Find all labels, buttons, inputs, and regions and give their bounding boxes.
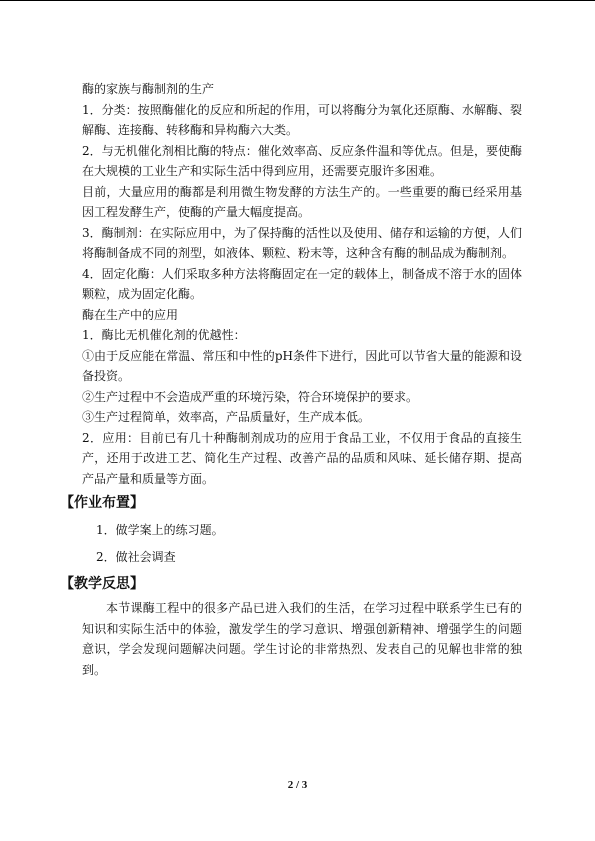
paragraph-fermentation: 目前，大量应用的酶都是利用微生物发酵的方法生产的。一些重要的酶已经采用基因工程发酵生产，使酶的产量大幅度提高。 bbox=[82, 184, 522, 219]
paragraph-enzyme-preparation: 3．酶制剂：在实际应用中，为了保持酶的活性以及使用、储存和运输的方便，人们将酶制备成不同的剂型，如液体、颗粒、粉末等，这种含有酶的制品成为酶制剂。 bbox=[82, 225, 522, 260]
paragraph-point-2: ②生产过程中不会造成严重的环境污染，符合环境保护的要求。 bbox=[82, 389, 419, 404]
paragraph-point-1: ①由于反应能在常温、常压和中性的pH条件下进行，因此可以节省大量的能源和设备投资。 bbox=[82, 348, 522, 383]
homework-heading: 【作业布置】 bbox=[60, 495, 144, 511]
paragraph-superiority: 1．酶比无机催化剂的优越性： bbox=[82, 328, 246, 342]
homework-item-1: 1．做学案上的练习题。 bbox=[96, 523, 224, 537]
paragraph-application: 2．应用：目前已有几十种酶制剂成功的应用于食品工业，不仅用于食品的直接生产，还用于改进工艺、简化生产过程、改善产品的品质和风味、延长储存期、提高产品产量和质量等方面。 bbox=[82, 430, 522, 486]
paragraph-immobilized-enzyme: 4．固定化酶：人们采取多种方法将酶固定在一定的载体上，制备成不溶于水的固体颗粒，成为固定化酶。 bbox=[82, 266, 522, 301]
paragraph-point-3: ③生产过程简单，效率高，产品质量好，生产成本低。 bbox=[82, 410, 371, 424]
reflection-heading: 【教学反思】 bbox=[60, 576, 144, 592]
top-border-line bbox=[0, 0, 595, 1]
homework-item-2: 2．做社会调查 bbox=[96, 549, 176, 564]
section-title-enzyme-application: 酶在生产中的应用 bbox=[82, 307, 179, 322]
reflection-text: 本节课酶工程中的很多产品已进入我们的生活，在学习过程中联系学生已有的知识和实际生活中的体验，激发学生的学习意识、增强创新精神、增强学生的问题意识，学会发现问题解决问题。学生讨论的非常热烈、发表自己的见解也非常的独到。 bbox=[82, 601, 522, 677]
document-body bbox=[60, 79, 522, 680]
section-title-enzyme-family: 酶的家族与酶制剂的生产 bbox=[82, 82, 215, 96]
paragraph-enzyme-features: 2．与无机催化剂相比酶的特点：催化效率高、反应条件温和等优点。但是，要使酶在大规模的工业生产和实际生活中得到应用，还需要克服许多困难。 bbox=[82, 143, 522, 178]
page-number: 2 / 3 bbox=[287, 779, 308, 791]
paragraph-classification: 1．分类：按照酶催化的反应和所起的作用，可以将酶分为氧化还原酶、水解酶、裂解酶、连接酶、转移酶和异构酶六大类。 bbox=[82, 102, 522, 137]
